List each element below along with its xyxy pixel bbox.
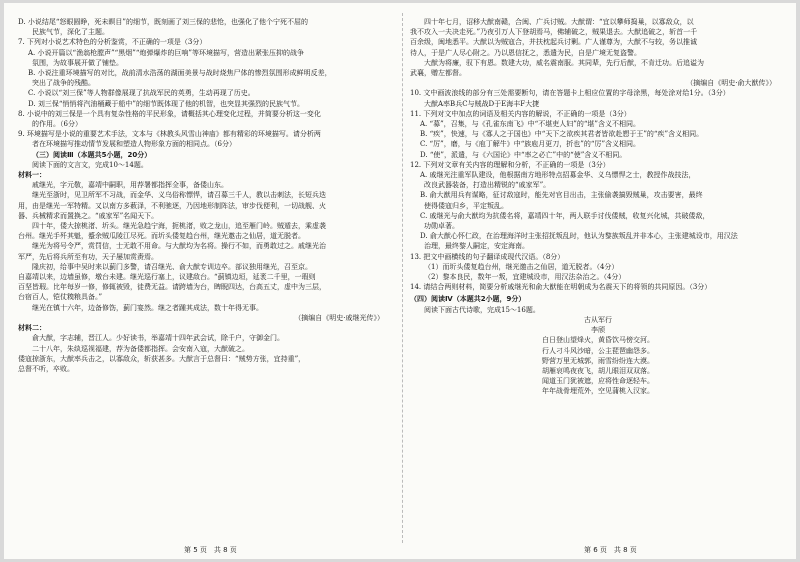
- right-text-line: 闻道玉门犹被遮，应将性命逐轻车。: [542, 377, 654, 386]
- left-text-line: 自嘉靖以来，边墙虽修，墩台未建。继光巡行塞上，议建敌台。“蓟镇边垣，延袤二千里，一瑕则: [18, 273, 316, 282]
- right-text-line: 改良武器装备，打造出精锐的“戚家军”。: [424, 181, 551, 190]
- left-text-line: D. 刘三保“悄悄将汽油桶藏于船中”的细节既体现了他的机智，也突显其强烈的民族气节。: [28, 99, 304, 108]
- left-text-line: 用，由是继光一军特精。又以南方多薮泽，不利驰逐，乃因地形制阵法，审步伐便利，一切战舰、火: [18, 201, 326, 210]
- left-text-line: 继光至浙时，见卫所军不习战，而金华、义乌俗称慓悍，请召募三千人，教以击刺法，长短兵迭: [32, 191, 326, 200]
- right-text-line: 14. 请结合两则材料，简要分析戚继光和俞大猷能在明朝成为名震天下的将领的共同原因。（3分）: [410, 283, 712, 292]
- right-text-line: 阅读下面古代诗歌，完成15～16题。: [424, 305, 540, 314]
- right-text-line: 11. 下列对文中加点的词语及相关内容的解说，不正确的一项是（3分）: [410, 109, 631, 118]
- left-text-line: 阅读下面的文言文，完成10～14题。: [32, 160, 148, 169]
- page-divider: [402, 13, 403, 543]
- left-text-line: 继光在镇十六年，边备修饬，蓟门宴然。继之者踵其成法，数十年得无事。: [32, 303, 263, 312]
- right-text-line: 四十年七月，诏移大猷南赣，合闽、广兵讨贼。大猷谓：“宜以攀师捣巢，以寡敌众，以: [424, 18, 694, 26]
- left-page-column: [18, 17, 394, 537]
- right-text-line: 我不攻入一夫决走死。”乃夜引万人下登胡焉马，佛辅破之，贼果退去。大猷追破之，斩首一千: [410, 28, 698, 37]
- left-text-line: 四十年，倭大掠桃渚、圻头。继光急趋宁海，扼桃渚，败之龙山，追至雁门岭。贼遁去，乘虚袭: [32, 222, 326, 231]
- right-text-line: 13. 把文中画横线的句子翻译成现代汉语。（8分）: [410, 252, 565, 261]
- right-text-line: （四）阅读Ⅳ（本题共2小题，9分）: [410, 295, 526, 304]
- left-text-line: 民族气节，深化了主题。: [32, 28, 109, 37]
- right-text-line: C. 戚继光与俞大猷均为抗倭名将，嘉靖四十年，两人联手讨伐倭贼，收复兴化城，共破倭敌，: [420, 211, 710, 220]
- left-text-line: 军严，先后将兵所至有功，天子屡加赏赉焉。: [18, 252, 158, 261]
- left-text-line: 材料二：: [18, 324, 46, 333]
- left-text-line: 9. 环境描写是小说的重要艺术手法，文本与《林教头风雪山神庙》都有精彩的环境描写。请分析两: [18, 130, 321, 139]
- right-text-line: A. 戚继光注重军队建设，他根据南方地形特点招募金华、义乌慓悍之士，教授作战技法，: [420, 171, 696, 180]
- left-text-line: 突出了战争的残酷。: [32, 79, 95, 88]
- right-text-line: 12. 下列对文章有关内容的理解和分析，不正确的一项是（3分）: [410, 160, 610, 169]
- right-text-line: 治理，最终黎人嗣定，安定海南。: [424, 242, 529, 251]
- right-text-line: C. “厉”，磨，与《庖丁解牛》中“族庖月更刀，折也”的“厉”含义相同。: [420, 140, 641, 149]
- left-text-line: 隆庆初，给事中吴时来以蓟门多警，请召继光、俞大猷专训边卒。部议独用继光，召至京。: [32, 262, 312, 271]
- right-text-line: 武襄，赠左都督。: [410, 69, 466, 78]
- right-text-line: 10. 文中画波浪线的部分有三处需要断句，请在答题卡上相应位置的字母涂黑，每处涂对给1分。（3分）: [410, 89, 730, 98]
- right-text-line: A. “募”，召集，与《孔雀东南飞》中“不堪吏人妇”的“堪”含义不相同。: [420, 120, 640, 129]
- right-text-line: B. “疾”，快速，与《寡人之于国也》中“天下之欲疾其君者皆欲赴愬于王”的“疾”含义相同。: [420, 130, 704, 139]
- left-text-line: 台州。继光手歼其魁，蹙余贼瓜陵江尽死。而圻头倭复趋台州，继光邀击之仙居，道无脱者。: [18, 232, 305, 241]
- left-text-line: 百坚皆瑕。比年每岁一修，修辄被毁，徒费无益。请跨墙为台，睥睨四达，台高五丈，虚中为三层，: [18, 283, 326, 292]
- left-text-line: 总督不听，卒败。: [18, 364, 74, 373]
- left-text-line: 材料一：: [18, 171, 46, 180]
- right-text-line: 年年战骨埋荒外，空见蒲桃入汉家。: [542, 387, 654, 396]
- left-text-line: 8. 小说中的刘三保是一个具有复杂性格的平民形象，请概括其心理变化过程，并简要分析这一变化: [18, 109, 321, 118]
- left-text-line: 台宿百人，铠仗糗粮具备。”: [18, 293, 103, 302]
- right-page-footer: 第 6 页 共 8 页: [584, 546, 637, 554]
- right-text-line: 野营万里无城郭，雨雪纷纷连大漠。: [542, 356, 654, 365]
- right-text-line: D. “使”，派遣，与《六国论》中“率之必亡”中的“使”含义不相同。: [420, 150, 627, 159]
- exam-sheet: [4, 3, 796, 559]
- right-text-line: 大猷A率B兵C与贼战D于E海丰F大捷: [424, 99, 540, 108]
- right-text-line: 使得倭寇归乡，平定叛乱。: [424, 201, 508, 210]
- left-text-line: （三）阅读Ⅲ（本题共5小题，20分）: [32, 150, 152, 159]
- right-text-line: 待人，于是广人尽心附之。乃以恩信抚之，悉遣为民，自是广境无复盗警。: [410, 48, 641, 57]
- left-text-line: 二十八年，朱纨巡视福建，荐为备倭都指挥。会安南入寇，大猷破之。: [32, 344, 249, 353]
- left-text-line: 氛围，为故事展开做了铺垫。: [32, 58, 123, 67]
- left-text-line: 的作用。（6分）: [32, 120, 82, 129]
- right-text-line: 胡雁哀鸣夜夜飞，胡儿眼泪双双落。: [542, 366, 654, 375]
- right-text-line: 白日登山望烽火，黄昏饮马傍交河。: [542, 336, 654, 345]
- left-text-line: 7. 下列对小说艺术特色的分析鉴赏，不正确的一项是（3分）: [18, 38, 207, 47]
- right-text-line: B. 俞大猷用兵有谋略，征讨敌寇时，能先对官目出击，主张偷袭搞毁贼巢，攻击要害，最终: [420, 191, 703, 200]
- right-page-column: [410, 17, 786, 537]
- left-text-line: （摘编自《明史·戚继光传》）: [294, 313, 384, 322]
- left-text-line: B. 小说注重环境描写的对比，战前清水浩荡的湖面美景与战时烧焦尸体的惨烈氛围形成鲜明反差，: [28, 69, 332, 78]
- left-text-line: A. 小说开篇以“渔翁枪膛声”“黑烟”“炮弹爆炸的巨响”等环境描写，营造出紧张压抑的战争: [28, 48, 304, 57]
- left-text-line: 继光为将号令严，赏罚信，士无敢不用命。与大猷均为名将。操行不如，而勇敢过之。戚继光治: [32, 242, 326, 251]
- left-page-footer: 第 5 页 共 8 页: [184, 546, 237, 554]
- right-text-line: （2）黎本良民，数年一叛，宜建城设市，用汉法杂治之。（4分）: [424, 273, 626, 282]
- left-text-line: 者在环境描写推动情节发展和塑造人物形象方面的相同点。（6分）: [32, 140, 236, 149]
- right-text-line: 功勋卓著。: [424, 222, 459, 231]
- left-text-line: 戚继光，字元敬，嘉靖中嗣职，用荐署都指挥佥事，备倭山东。: [32, 181, 228, 190]
- right-text-line: 大猷为将廉，驭下有恩。数建大功，威名震南服。其同辈，先行后猷，不肯迁功。后追谥为: [424, 58, 704, 67]
- right-text-line: 百余级，闽地悉平。大猷以为贼寇合，并扶枕起兵讨剿。广人谨尊为，大猷不与较，务以推诚: [410, 38, 697, 47]
- right-text-line: 李颀: [591, 326, 605, 335]
- left-text-line: 倭寇掠浙东，大猷率兵击之，以寡敌众，斩获甚多。大猷言于总督曰：“贼势方张，宜持重”，: [18, 354, 306, 363]
- right-text-line: 行人刁斗风沙暗，公主琵琶幽怨多。: [542, 346, 654, 355]
- left-text-line: 俞大猷，字志辅，晋江人。少好读书，举嘉靖十四年武会试，除千户，守御金门。: [32, 334, 284, 343]
- right-text-line: （1）而圻头倭复趋台州，继光邀击之仙居，道无脱者。（4分）: [424, 262, 619, 271]
- right-text-line: D. 俞大猷心怀仁政，在治理海洋时主张招抚叛乱时，他认为黎族叛乱并非本心，主张建城设市，用汉法: [420, 232, 738, 241]
- right-text-line: （摘编自《明史·俞大猷传》）: [686, 79, 776, 88]
- left-text-line: C. 小说以“刘三保”等人物群像展现了抗战军民的英勇，生动再现了历史。: [28, 89, 255, 98]
- right-text-line: 古从军行: [584, 315, 612, 324]
- left-text-line: D. 小说结尾“怒眼圆睁，死未瞑目”的细节，既刻画了刘三保的悲怆，也强化了他个宁死不屈的: [18, 18, 308, 26]
- left-text-line: 器、兵械精求而置换之。“戚家军”名闻天下。: [18, 211, 159, 220]
